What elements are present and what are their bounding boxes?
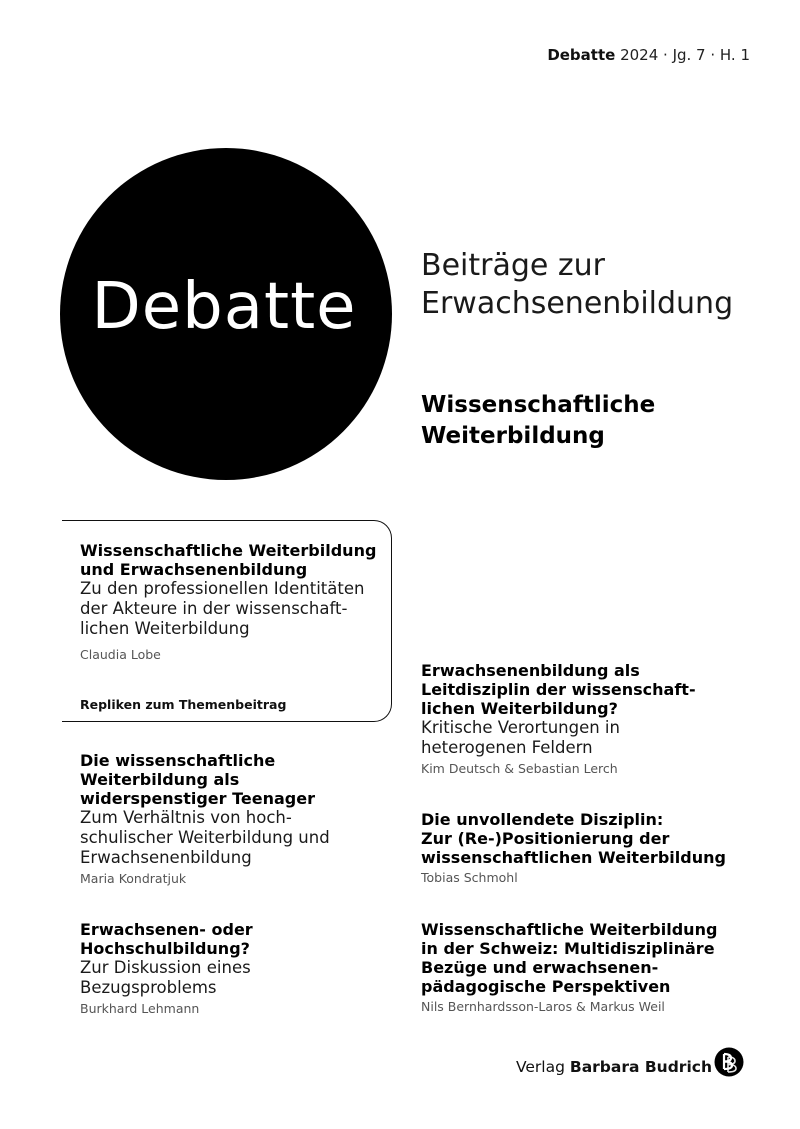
article-title-line: widerspenstiger Teenager xyxy=(80,789,315,808)
article-author: Claudia Lobe xyxy=(80,647,161,662)
article-subtitle-line: Kritische Verortungen in xyxy=(421,718,620,737)
article-title-line: wissenschaftlichen Weiterbildung xyxy=(421,848,726,867)
article-subtitle-line: Zum Verhältnis von hoch- xyxy=(80,808,292,827)
replies-label: Repliken zum Themenbeitrag xyxy=(80,697,287,712)
masthead-subtitle-line: Erwachsenenbildung xyxy=(421,286,734,321)
article-subtitle-line: lichen Weiterbildung xyxy=(80,619,250,638)
article-bernhardsson-weil[interactable] xyxy=(421,920,751,1015)
publisher-name xyxy=(516,1058,712,1076)
publisher-brand: Barbara Budrich xyxy=(569,1058,712,1076)
article-subtitle-line: Erwachsenenbildung xyxy=(80,848,252,867)
masthead-circle xyxy=(60,148,392,480)
masthead-subtitle xyxy=(421,247,733,323)
issue-theme xyxy=(421,390,655,452)
article-lehmann[interactable] xyxy=(80,920,410,1017)
article-title-line: pädagogische Perspektiven xyxy=(421,977,671,996)
article-title-line: Erwachsenenbildung als xyxy=(421,661,640,680)
article-title-line: Hochschulbildung? xyxy=(80,939,250,958)
article-author: Nils Bernhardsson-Laros & Markus Weil xyxy=(421,999,665,1014)
article-author: Kim Deutsch & Sebastian Lerch xyxy=(421,761,618,776)
article-title-line: Zur (Re-)Positionierung der xyxy=(421,829,670,848)
article-title-line: Wissenschaftliche Weiterbildung xyxy=(421,920,718,939)
lead-article[interactable] xyxy=(80,541,410,663)
publisher-prefix: Verlag xyxy=(516,1058,565,1076)
issue-journal: Debatte xyxy=(547,46,616,64)
article-title-line: Die unvollendete Disziplin: xyxy=(421,810,664,829)
article-subtitle-line: der Akteure in der wissenschaft- xyxy=(80,599,348,618)
article-title-line: lichen Weiterbildung? xyxy=(421,699,618,718)
article-author: Tobias Schmohl xyxy=(421,870,518,885)
article-subtitle-line: Zu den professionellen Identitäten xyxy=(80,579,365,598)
article-author: Maria Kondratjuk xyxy=(80,871,187,886)
masthead-subtitle-line: Beiträge zur xyxy=(421,248,605,283)
article-title-line: Erwachsenen- oder xyxy=(80,920,253,939)
article-author: Burkhard Lehmann xyxy=(80,1001,200,1016)
article-subtitle-line: Bezugsproblems xyxy=(80,978,217,997)
article-subtitle-line: schulischer Weiterbildung und xyxy=(80,828,330,847)
issue-details: 2024 · Jg. 7 · H. 1 xyxy=(620,46,750,64)
issue-info xyxy=(547,46,750,64)
article-subtitle-line: heterogenen Feldern xyxy=(421,738,593,757)
article-title-line: und Erwachsenenbildung xyxy=(80,560,308,579)
article-deutsch-lerch[interactable] xyxy=(421,661,751,777)
article-subtitle-line: Zur Diskussion eines xyxy=(80,958,251,977)
article-schmohl[interactable] xyxy=(421,810,751,886)
article-title-line: Bezüge und erwachsenen- xyxy=(421,958,659,977)
bb-logo-icon xyxy=(714,1047,744,1077)
theme-line: Weiterbildung xyxy=(421,423,605,449)
article-title-line: Weiterbildung als xyxy=(80,770,240,789)
article-title-line: in der Schweiz: Multidisziplinäre xyxy=(421,939,715,958)
article-title-line: Die wissenschaftliche xyxy=(80,751,276,770)
article-kondratjuk[interactable] xyxy=(80,751,410,887)
article-title-line: Wissenschaftliche Weiterbildung xyxy=(80,541,377,560)
masthead-title: Debatte xyxy=(91,270,357,344)
theme-line: Wissenschaftliche xyxy=(421,392,656,418)
article-title-line: Leitdisziplin der wissenschaft- xyxy=(421,680,696,699)
